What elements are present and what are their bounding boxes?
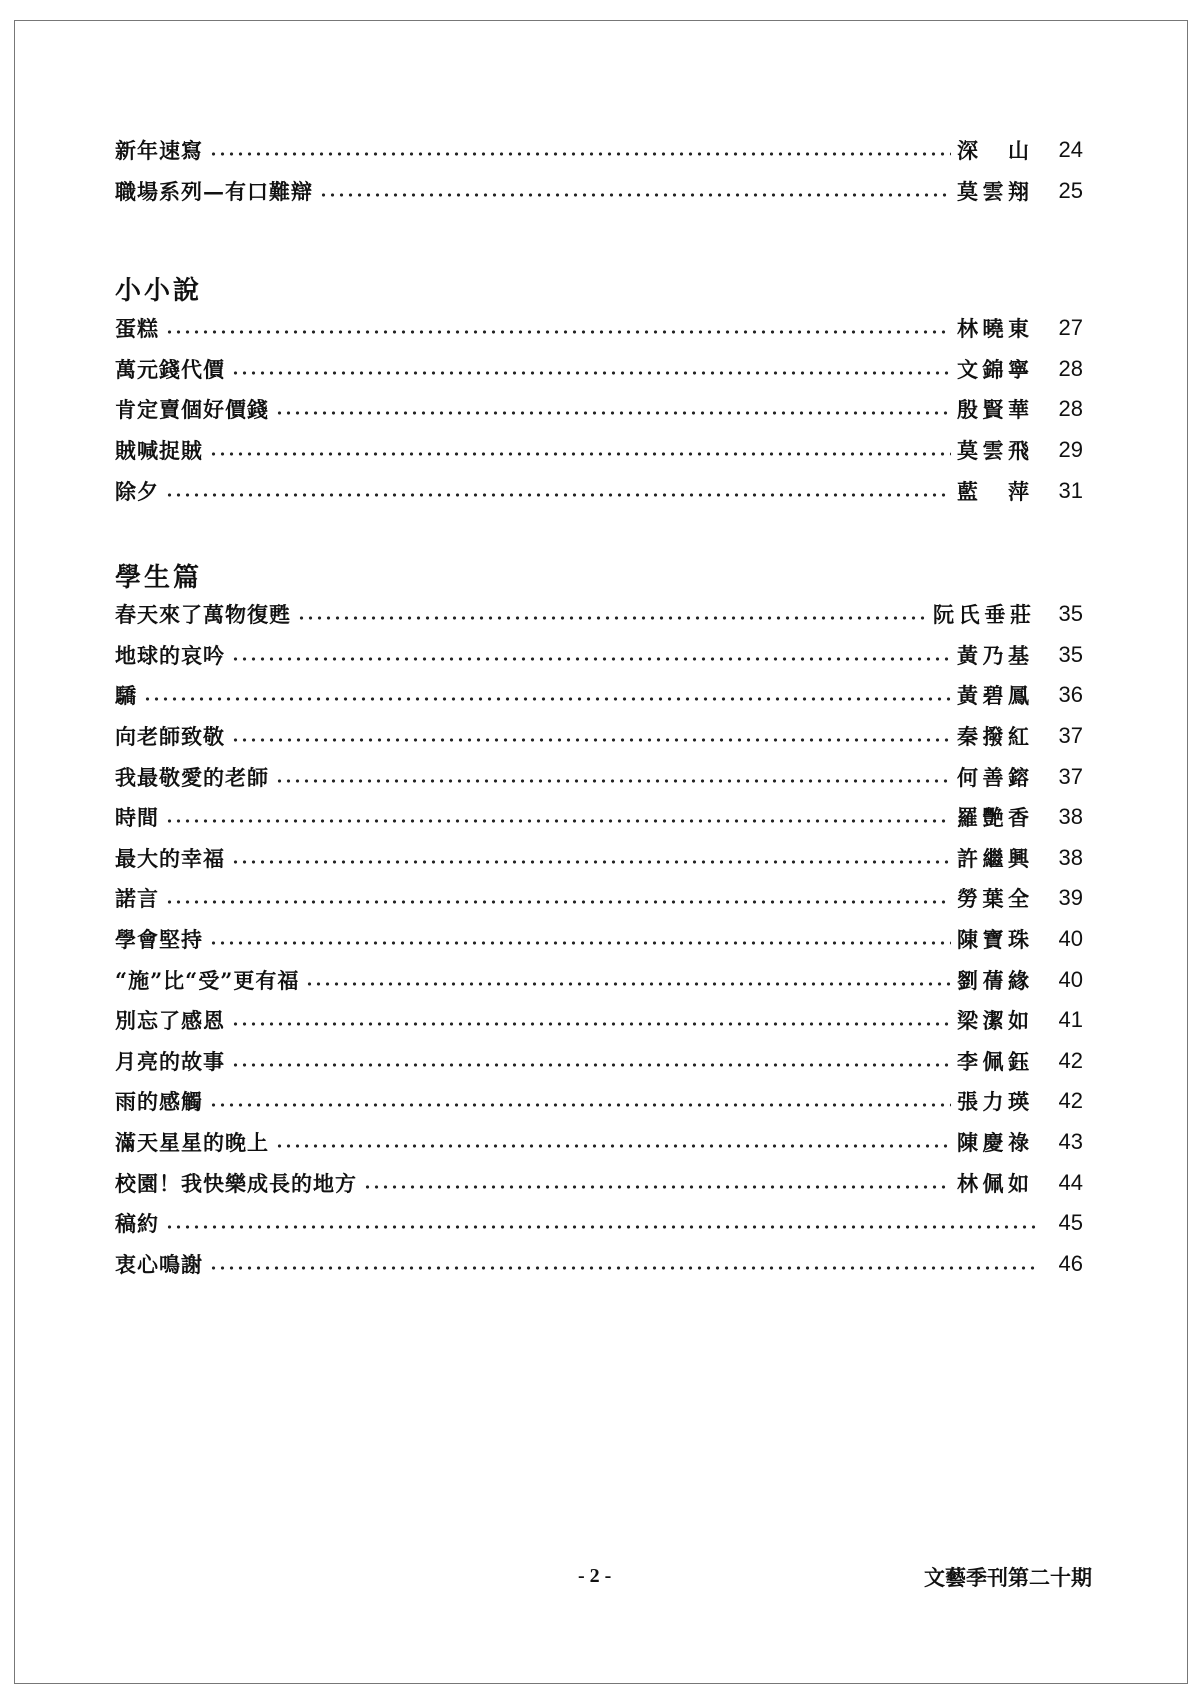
toc-entry-author: 何善鎔	[957, 764, 1031, 790]
toc-entry-page: 24	[1058, 137, 1083, 163]
toc-entry-title: 向老師致敬	[115, 721, 231, 751]
dot-leader	[231, 1013, 951, 1035]
toc-section-student	[115, 594, 1083, 1284]
toc-entry-title: 春天來了萬物復甦	[115, 599, 297, 629]
toc-entry-author: 勞葉全	[957, 886, 1031, 912]
dot-leader	[209, 1094, 951, 1116]
toc-entry[interactable]	[115, 389, 1083, 430]
toc-entry-page: 43	[1058, 1129, 1083, 1155]
toc-entry[interactable]	[115, 1081, 1083, 1122]
toc-entry-page: 29	[1058, 437, 1083, 463]
toc-entry[interactable]	[115, 1122, 1083, 1163]
dot-leader	[319, 184, 951, 206]
dot-leader	[305, 973, 951, 995]
toc-entry-title: 滿天星星的晚上	[115, 1127, 275, 1157]
toc-entry-page: 39	[1058, 885, 1083, 911]
toc-entry-page: 35	[1058, 641, 1083, 667]
toc-entry[interactable]	[115, 756, 1083, 797]
toc-entry[interactable]	[115, 878, 1083, 919]
toc-entry-page: 28	[1058, 355, 1083, 381]
toc-entry-title: 驕	[115, 680, 143, 710]
toc-entry-page: 31	[1058, 477, 1083, 503]
toc-entry[interactable]	[115, 1244, 1083, 1285]
toc-entry-title: 我最敬愛的老師	[115, 762, 275, 792]
toc-entry-author: 林佩如	[957, 1170, 1031, 1196]
toc-entry[interactable]	[115, 716, 1083, 757]
toc-entry-author: 文錦寧	[957, 356, 1031, 382]
toc-entry-author: 李佩鈺	[957, 1048, 1031, 1074]
toc-entry-page: 44	[1058, 1169, 1083, 1195]
toc-entry-author: 深 山	[957, 138, 1031, 164]
toc-entry-author: 林曉東	[957, 316, 1031, 342]
dot-leader	[165, 810, 951, 832]
toc-entry[interactable]	[115, 1000, 1083, 1041]
toc-entry-title: “施”比“受”更有福	[115, 965, 305, 995]
toc-entry[interactable]	[115, 675, 1083, 716]
toc-entry-page: 38	[1058, 844, 1083, 870]
toc-entry-title: 雨的感觸	[115, 1086, 209, 1116]
toc-entry-title: 衷心鳴謝	[115, 1249, 209, 1279]
toc-entry-author: 莫雲飛	[957, 438, 1031, 464]
toc-entry-title: 學會堅持	[115, 924, 209, 954]
toc-entry[interactable]	[115, 171, 1083, 212]
toc-entry-title: 別忘了感恩	[115, 1005, 231, 1035]
toc-entry-title: 萬元錢代價	[115, 354, 231, 384]
toc-entry-title: 月亮的故事	[115, 1046, 231, 1076]
toc-entry-page: 42	[1058, 1088, 1083, 1114]
dot-leader	[165, 891, 951, 913]
dot-leader	[209, 143, 951, 165]
toc-entry[interactable]	[115, 130, 1083, 171]
dot-leader	[297, 607, 927, 629]
toc-entry-title: 職場系列—有口難辯	[115, 176, 319, 206]
dot-leader	[165, 321, 951, 343]
dot-leader	[275, 402, 951, 424]
toc-entry-page: 45	[1058, 1210, 1083, 1236]
toc-entry-author: 梁潔如	[957, 1008, 1031, 1034]
toc-entry[interactable]	[115, 594, 1083, 635]
toc-entry-page: 42	[1058, 1047, 1083, 1073]
dot-leader	[231, 648, 951, 670]
toc-entry-title: 最大的幸福	[115, 843, 231, 873]
dot-leader	[231, 362, 951, 384]
toc-entry[interactable]	[115, 349, 1083, 390]
toc-entry[interactable]	[115, 797, 1083, 838]
footer-journal-issue: 文藝季刊第二十期	[924, 1566, 1092, 1590]
toc-entry-author: 劉蒨緣	[957, 967, 1031, 993]
toc-entry-title: 蛋糕	[115, 313, 165, 343]
toc-entry-title: 賊喊捉賊	[115, 435, 209, 465]
toc-entry-page: 35	[1058, 601, 1083, 627]
section-heading-student: 學生篇	[115, 563, 203, 593]
dot-leader	[275, 1135, 951, 1157]
dot-leader	[275, 770, 951, 792]
toc-entry-page: 40	[1058, 926, 1083, 952]
toc-entry-page: 27	[1058, 315, 1083, 341]
toc-entry-page: 40	[1058, 966, 1083, 992]
toc-entry-page: 46	[1058, 1250, 1083, 1276]
footer-page-number: - 2 -	[578, 1565, 612, 1587]
toc-entry-title: 時間	[115, 802, 165, 832]
toc-entry[interactable]	[115, 470, 1083, 511]
dot-leader	[363, 1176, 951, 1198]
toc-entry-title: 校園！我快樂成長的地方	[115, 1168, 363, 1198]
toc-entry-page: 41	[1058, 1007, 1083, 1033]
dot-leader	[231, 851, 951, 873]
toc-entry[interactable]	[115, 635, 1083, 676]
toc-entry[interactable]	[115, 1162, 1083, 1203]
toc-entry-page: 38	[1058, 804, 1083, 830]
toc-entry[interactable]	[115, 1203, 1083, 1244]
toc-top-block	[115, 130, 1083, 211]
toc-entry[interactable]	[115, 430, 1083, 471]
toc-entry-author: 陳寶珠	[957, 927, 1031, 953]
toc-entry-page: 25	[1058, 177, 1083, 203]
toc-entry[interactable]	[115, 959, 1083, 1000]
toc-entry-title: 肯定賣個好價錢	[115, 394, 275, 424]
toc-entry-author: 陳慶祿	[957, 1130, 1031, 1156]
dot-leader	[231, 1054, 951, 1076]
toc-entry-title: 諾言	[115, 883, 165, 913]
dot-leader	[209, 1257, 1039, 1279]
dot-leader	[165, 1216, 1039, 1238]
toc-entry-page: 37	[1058, 763, 1083, 789]
toc-entry-author: 秦撥紅	[957, 724, 1031, 750]
toc-entry-author: 羅艷香	[957, 805, 1031, 831]
toc-entry[interactable]	[115, 308, 1083, 349]
toc-entry-page: 28	[1058, 396, 1083, 422]
toc-entry-author: 莫雲翔	[957, 178, 1031, 204]
dot-leader	[165, 484, 951, 506]
toc-entry[interactable]	[115, 1041, 1083, 1082]
toc-entry-title: 除夕	[115, 476, 165, 506]
toc-entry-page: 36	[1058, 682, 1083, 708]
toc-entry[interactable]	[115, 919, 1083, 960]
toc-entry-title: 稿約	[115, 1208, 165, 1238]
dot-leader	[209, 443, 951, 465]
toc-entry-title: 地球的哀吟	[115, 640, 231, 670]
dot-leader	[143, 688, 951, 710]
toc-entry-author: 黃乃基	[957, 642, 1031, 668]
toc-entry-author: 黃碧鳳	[957, 683, 1031, 709]
toc-section-short-stories	[115, 308, 1083, 511]
toc-entry-page: 37	[1058, 723, 1083, 749]
section-heading-short-stories: 小小說	[115, 276, 203, 306]
toc-entry-author: 張力瑛	[957, 1089, 1031, 1115]
toc-entry-author: 殷賢華	[957, 397, 1031, 423]
toc-entry-title: 新年速寫	[115, 135, 209, 165]
toc-entry[interactable]	[115, 838, 1083, 879]
toc-entry-author: 許繼興	[957, 845, 1031, 871]
dot-leader	[231, 729, 951, 751]
toc-entry-author: 阮氏垂莊	[933, 602, 1031, 628]
toc-entry-author: 藍 萍	[957, 478, 1031, 504]
dot-leader	[209, 932, 951, 954]
